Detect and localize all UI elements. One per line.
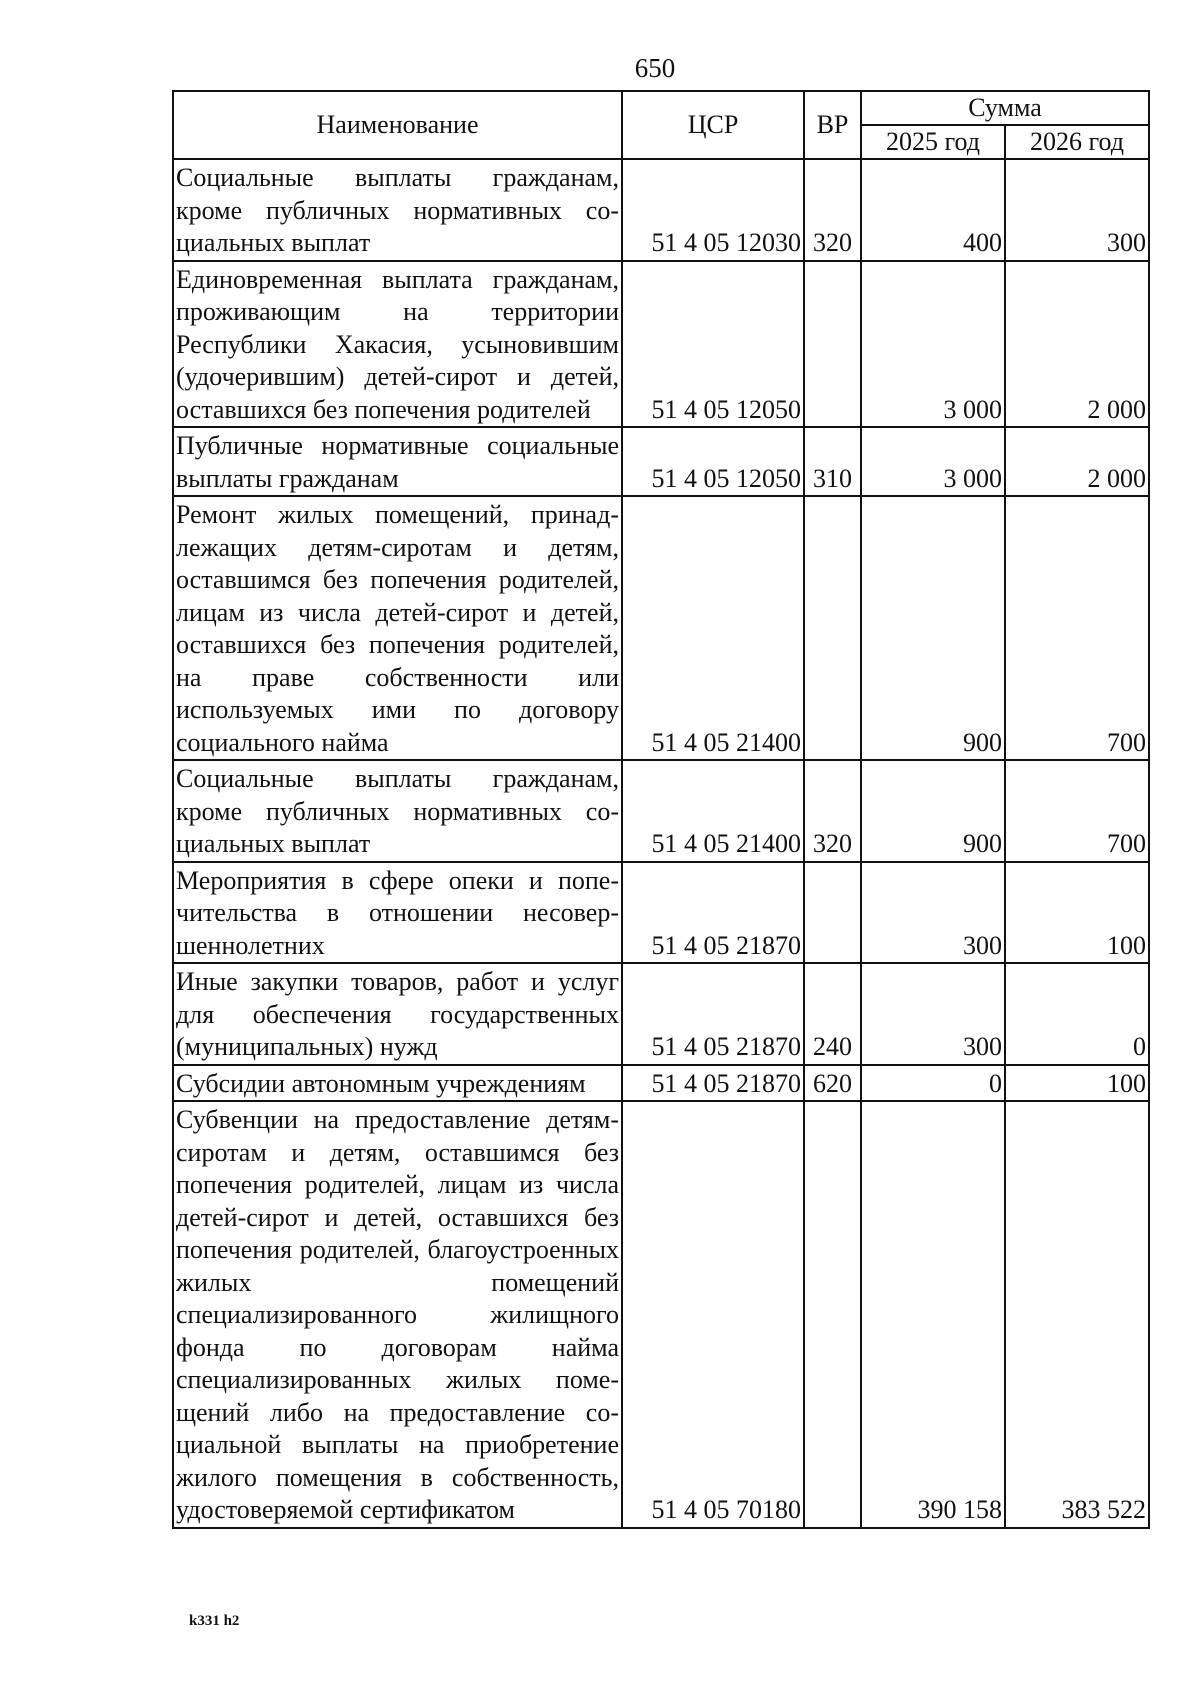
table-row: [173, 427, 1149, 496]
header-vr: ВР: [804, 91, 861, 159]
row-sum-2025: 3 000: [861, 427, 1005, 496]
row-vr: 310: [804, 427, 861, 496]
row-name: Ремонт жилых помещений, принадлежащих детям-сиротам и детям, оставшимся без попечения родителей, лицам из числа детей-сирот и детей, оставшихся без попечения родителей, на праве собственности или используемых ими по договору социального найма: [173, 496, 622, 760]
table-row: [173, 1101, 1149, 1528]
table-row: [173, 862, 1149, 964]
row-vr: [804, 496, 861, 760]
row-sum-2026: 2 000: [1005, 261, 1149, 428]
row-name: Единовременная выплата гражданам, проживающим на территории Республики Хакасия, усыновившим (удочерившим) детей-сирот и детей, оставшихся без попечения родителей: [173, 261, 622, 428]
row-name: Мероприятия в сфере опеки и попечительства в отношении несовершеннолетних: [173, 862, 622, 964]
row-sum-2026: 100: [1005, 1065, 1149, 1102]
row-csr: 51 4 05 21870: [622, 1065, 804, 1102]
row-vr: 620: [804, 1065, 861, 1102]
row-csr: 51 4 05 21870: [622, 862, 804, 964]
row-csr: 51 4 05 21870: [622, 963, 804, 1065]
row-name: Публичные нормативные социальные выплаты гражданам: [173, 427, 622, 496]
page-number: 650: [634, 53, 676, 83]
row-name: Субсидии автономным учреждениям: [173, 1065, 622, 1102]
row-sum-2025: 300: [861, 963, 1005, 1065]
row-vr: 320: [804, 159, 861, 261]
row-vr: 320: [804, 760, 861, 862]
header-sum: Сумма: [861, 91, 1149, 125]
row-sum-2025: 3 000: [861, 261, 1005, 428]
row-name: Субвенции на предоставление детям-сиротам и детям, оставшимся без попечения родителей, лицам из числа детей-сирот и детей, оставшихся без попечения родителей, благоустроенных жилых помещений специализированного жилищного фонда по договорам найма специализированных жилых помещений либо на предоставление социальной выплаты на приобретение жилого помещения в собственность, удостоверяемой сертификатом: [173, 1101, 622, 1528]
row-sum-2025: 0: [861, 1065, 1005, 1102]
row-sum-2025: 400: [861, 159, 1005, 261]
footer-code: k331 h2: [189, 1613, 240, 1629]
row-sum-2025: 900: [861, 496, 1005, 760]
row-vr: [804, 261, 861, 428]
header-name: Наименование: [173, 91, 622, 159]
row-csr: 51 4 05 12050: [622, 261, 804, 428]
table-row: [173, 159, 1149, 261]
row-sum-2026: 300: [1005, 159, 1149, 261]
row-sum-2026: 383 522: [1005, 1101, 1149, 1528]
row-sum-2026: 100: [1005, 862, 1149, 964]
row-sum-2026: 700: [1005, 760, 1149, 862]
table-row: [173, 963, 1149, 1065]
header-csr: ЦСР: [622, 91, 804, 159]
row-csr: 51 4 05 70180: [622, 1101, 804, 1528]
table-header: [173, 91, 1149, 159]
row-csr: 51 4 05 21400: [622, 760, 804, 862]
row-vr: 240: [804, 963, 861, 1065]
row-vr: [804, 862, 861, 964]
table-row: [173, 261, 1149, 428]
header-year-2025: 2025 год: [861, 125, 1005, 159]
row-sum-2025: 300: [861, 862, 1005, 964]
row-csr: 51 4 05 21400: [622, 496, 804, 760]
table-row: [173, 1065, 1149, 1102]
row-name: Иные закупки товаров, работ и услуг для обеспечения государственных (муниципальных) нужд: [173, 963, 622, 1065]
table-row: [173, 760, 1149, 862]
row-name: Социальные выплаты гражданам, кроме публичных нормативных социальных выплат: [173, 159, 622, 261]
header-year-2026: 2026 год: [1005, 125, 1149, 159]
row-csr: 51 4 05 12030: [622, 159, 804, 261]
table-body: [173, 159, 1149, 1528]
row-csr: 51 4 05 12050: [622, 427, 804, 496]
row-vr: [804, 1101, 861, 1528]
row-sum-2025: 900: [861, 760, 1005, 862]
row-sum-2026: 700: [1005, 496, 1149, 760]
row-sum-2026: 0: [1005, 963, 1149, 1065]
row-sum-2025: 390 158: [861, 1101, 1005, 1528]
row-sum-2026: 2 000: [1005, 427, 1149, 496]
table-row: [173, 496, 1149, 760]
row-name: Социальные выплаты гражданам, кроме публичных нормативных социальных выплат: [173, 760, 622, 862]
budget-table: [172, 90, 1150, 1529]
